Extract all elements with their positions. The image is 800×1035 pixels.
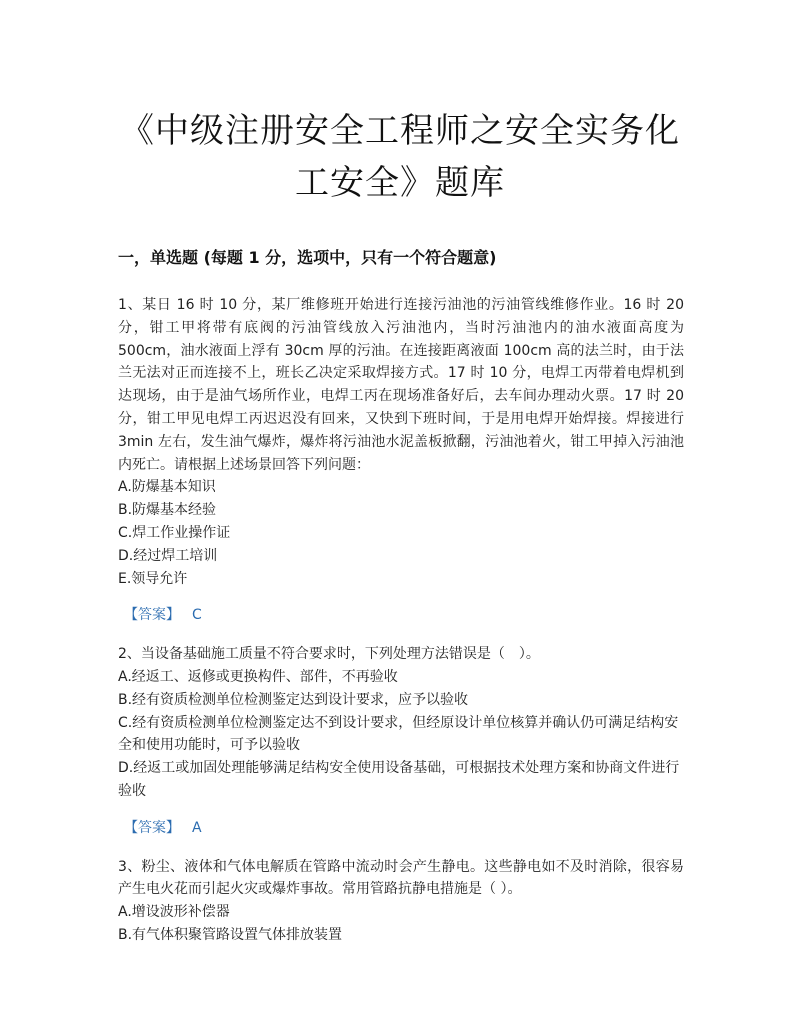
- page-title: [100, 105, 700, 209]
- option-a: A.增设波形补偿器: [118, 904, 230, 921]
- question-text: 3、粉尘、液体和气体电解质在管路中流动时会产生静电。这些静电如不及时消除，很容易产生电火花而引起火灾或爆炸事故。常用管路抗静电措施是（ ）。: [118, 858, 684, 898]
- answer-value: C: [192, 607, 202, 624]
- answer-label: 【答案】: [124, 819, 180, 836]
- option-e: E.领导允许: [118, 570, 188, 587]
- option-a: A.经返工、返修或更换构件、部件，不再验收: [118, 668, 398, 685]
- question-list: [118, 294, 684, 947]
- option-b: B.有气体积聚管路设置气体排放装置: [118, 926, 343, 943]
- title-line-2: 工安全》题库: [295, 163, 505, 203]
- question-text: 2、当设备基础施工质量不符合要求时，下列处理方法错误是（ ）。: [118, 646, 540, 663]
- option-b: B.经有资质检测单位检测鉴定达到设计要求，应予以验收: [118, 691, 469, 708]
- option-a: A.防爆基本知识: [118, 479, 216, 496]
- option-d: D.经返工或加固处理能够满足结构安全使用设备基础，可根据技术处理方案和协商文件进行验收: [118, 760, 680, 799]
- title-line-1: 《中级注册安全工程师之安全实务化: [120, 111, 680, 151]
- section-heading: 一，单选题 (每题 1 分，选项中，只有一个符合题意): [118, 248, 497, 267]
- question-3: [118, 856, 684, 947]
- answer-value: A: [192, 819, 202, 836]
- option-b: B.防爆基本经验: [118, 502, 217, 519]
- question-1: [118, 294, 684, 627]
- question-text: 1、某日 16 时 10 分，某厂维修班开始进行连接污油池的污油管线维修作业。16 时 20 分，钳工甲将带有底阀的污油管线放入污油池内，当时污油池内的油水液面高度为 500cm，油水液面上浮有 30cm 厚的污油。在连接距离液面 100cm 高的法兰时，由于法兰无法对正而连接不上，班长乙决定采取焊接方式。17 时 10 分，电焊工丙带着电焊机到达现场，由于是油气场所作业，电焊工丙在现场准备好后，去车间办理动火票。17 时 20 分，钳工甲见电焊工丙迟迟没有回来，又快到下班时间，于是用电焊开始焊接。焊接进行 3min 左右，发生油气爆炸，爆炸将污油池水泥盖板掀翻，污油池着火，钳工甲掉入污油池内死亡。请根据上述场景回答下列问题：: [118, 297, 684, 473]
- question-2: [118, 643, 684, 839]
- answer-line: [124, 817, 684, 840]
- option-d: D.经过焊工培训: [118, 547, 218, 564]
- answer-label: 【答案】: [124, 607, 180, 624]
- option-c: C.焊工作业操作证: [118, 524, 231, 541]
- option-c: C.经有资质检测单位检测鉴定达不到设计要求，但经原设计单位核算并确认仍可满足结构安全和使用功能时，可予以验收: [118, 714, 679, 754]
- answer-line: [124, 604, 684, 627]
